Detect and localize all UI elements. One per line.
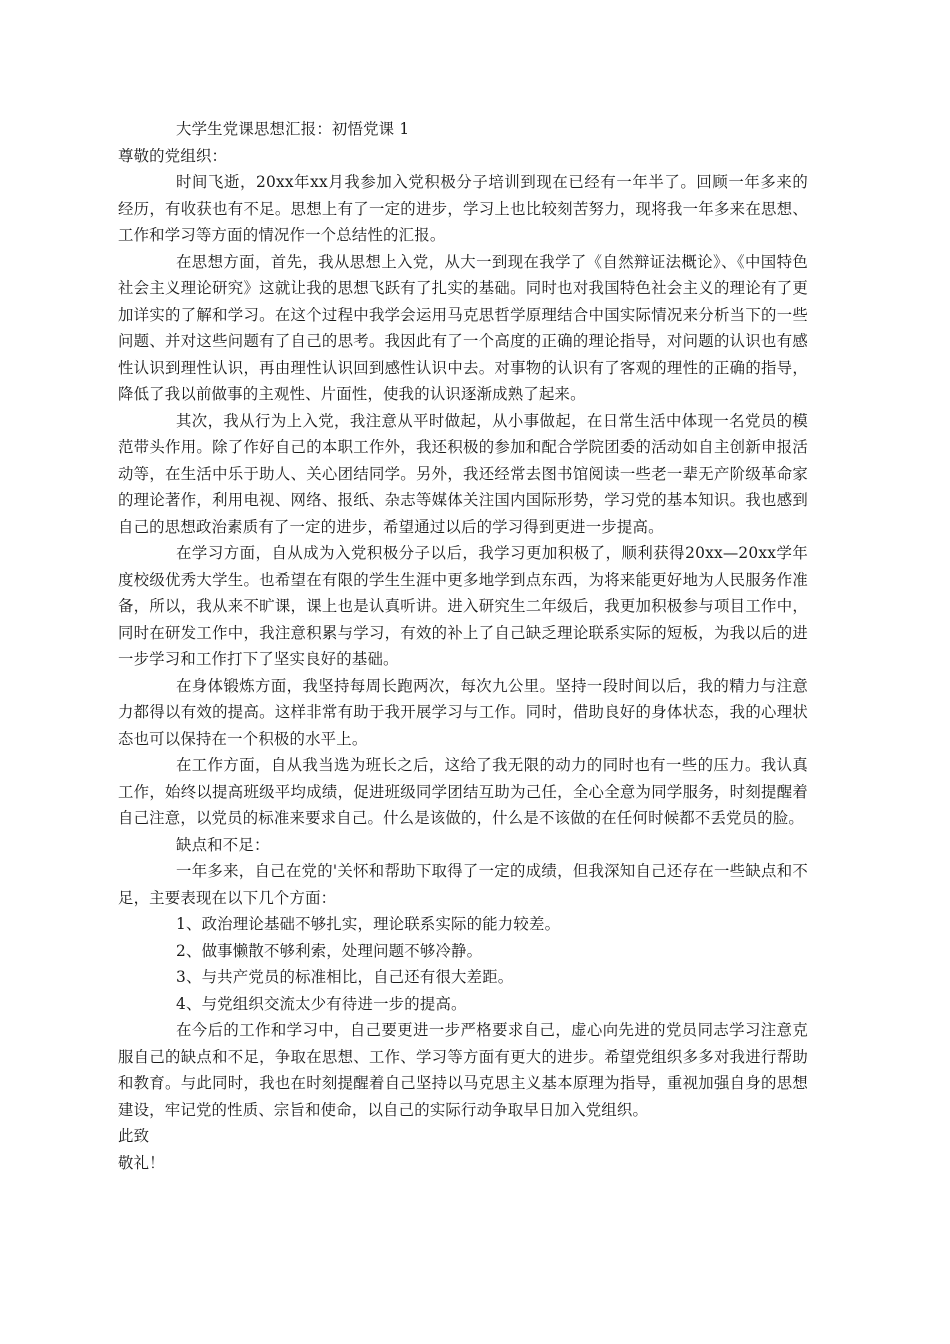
list-item: 1、政治理论基础不够扎实，理论联系实际的能力较差。 xyxy=(176,915,561,933)
closing-line-2: 敬礼！ xyxy=(118,1153,165,1172)
salutation: 尊敬的党组织： xyxy=(118,146,228,165)
document-page xyxy=(118,116,808,1176)
paragraph-future: 在今后的工作和学习中，自己要更进一步严格要求自己，虚心向先进的党员同志学习注意克服自己的缺点和不足，争取在思想、工作、学习等方面有更大的进步。希望党组织多多对我进行帮助和教育。与此同时，我也在时刻提醒着自己坚持以马克思主义基本原理为指导，重视加强自身的思想建设，牢记党的性质、宗旨和使命，以自己的实际行动争取早日加入党组织。 xyxy=(118,1021,808,1119)
list-item: 2、做事懒散不够利索，处理问题不够冷静。 xyxy=(176,941,483,960)
paragraph-thought: 在思想方面，首先，我从思想上入党，从大一到现在我学了《自然辩证法概论》、《中国特色社会主义理论研究》这就让我的思想飞跃有了扎实的基础。同时也对我国特色社会主义的理论有了更加详实的了解和学习。在这个过程中我学会运用马克思哲学原理结合中国实际情况来分析当下的一些问题、并对这些问题有了自己的思考。我因此有了一个高度的正确的理论指导，对问题的认识也有感性认识到理性认识，再由理性认识回到感性认识中去。对事物的认识有了客观的理性的正确的指导，降低了我以前做事的主观性、片面性，使我的认识逐渐成熟了起来。 xyxy=(118,252,808,403)
list-item: 3、与共产党员的标准相比，自己还有很大差距。 xyxy=(176,968,514,986)
document-title: 大学生党课思想汇报：初悟党课 1 xyxy=(176,120,410,138)
closing-line-1: 此致 xyxy=(118,1127,150,1145)
paragraph-study: 在学习方面，自从成为入党积极分子以后，我学习更加积极了，顺利获得20xx—20xx学年度校级优秀大学生。也希望在有限的学生生涯中更多地学到点东西，为将来能更好地为人民服务作准备，所以，我从来不旷课，课上也是认真听讲。进入研究生二年级后，我更加积极参与项目工作中，同时在研发工作中，我注意积累与学习，有效的补上了自己缺乏理论联系实际的短板，为我以后的进一步学习和工作打下了坚实良好的基础。 xyxy=(118,544,808,668)
section-heading-shortcomings: 缺点和不足： xyxy=(176,835,270,854)
paragraph-behavior: 其次，我从行为上入党，我注意从平时做起，从小事做起，在日常生活中体现一名党员的模范带头作用。除了作好自己的本职工作外，我还积极的参加和配合学院团委的活动如自主创新申报活动等，在生活中乐于助人、关心团结同学。另外，我还经常去图书馆阅读一些老一辈无产阶级革命家的理论著作，利用电视、网络、报纸、杂志等媒体关注国内国际形势，学习党的基本知识。我也感到自己的思想政治素质有了一定的进步，希望通过以后的学习得到更进一步提高。 xyxy=(118,411,808,536)
paragraph-shortcomings-intro: 一年多来，自己在党的'关怀和帮助下取得了一定的成绩，但我深知自己还存在一些缺点和不足，主要表现在以下几个方面： xyxy=(118,862,808,907)
paragraph-exercise: 在身体锻炼方面，我坚持每周长跑两次，每次九公里。坚持一段时间以后，我的精力与注意力都得以有效的提高。这样非常有助于我开展学习与工作。同时，借助良好的身体状态，我的心理状态也可以保持在一个积极的水平上。 xyxy=(118,676,808,748)
paragraph-work: 在工作方面，自从我当选为班长之后，这给了我无限的动力的同时也有一些的压力。我认真工作，始终以提高班级平均成绩，促进班级同学团结互助为己任，全心全意为同学服务，时刻提醒着自己注意，以党员的标准来要求自己。什么是该做的，什么是不该做的在任何时候都不丢党员的脸。 xyxy=(118,756,808,827)
paragraph-intro: 时间飞逝，20xx年xx月我参加入党积极分子培训到现在已经有一年半了。回顾一年多来的经历，有收获也有不足。思想上有了一定的进步，学习上也比较刻苦努力，现将我一年多来在思想、工作和学习等方面的情况作一个总结性的汇报。 xyxy=(118,173,808,244)
list-item: 4、与党组织交流太少有待进一步的提高。 xyxy=(176,994,467,1013)
